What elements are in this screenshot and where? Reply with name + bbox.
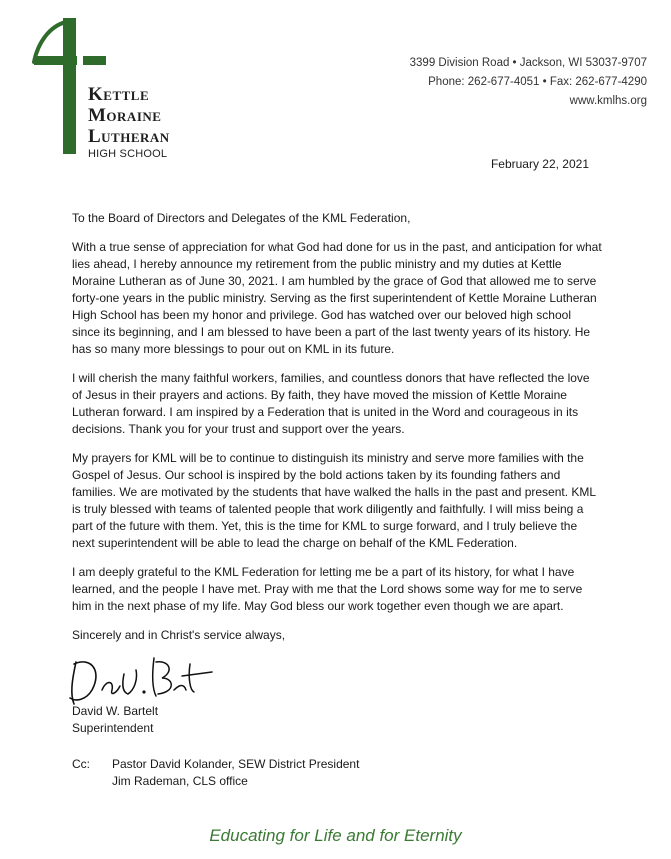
phone-fax: Phone: 262-677-4051 • Fax: 262-677-4290 bbox=[428, 76, 647, 88]
letter-date: February 22, 2021 bbox=[490, 157, 589, 171]
cc-recipients bbox=[112, 756, 359, 790]
paragraph-3: My prayers for KML will be to continue to distinguish its ministry and serve more families with the Gospel of Jesus. Our school is inspired by the bold actions taken by its founding fathers and families. We are motivated by the students that have walked the halls in the past and present. KML is truly blessed with teams of talented people that work diligently and faithfully. I will miss being a part of the future with them. Yet, this is the time for KML to surge forward, and I truly believe the next superintendent will be able to lead the charge on behalf of the KML Federation. bbox=[72, 451, 596, 550]
footer-tagline: Educating for Life and for Eternity bbox=[209, 826, 462, 845]
cc-recipient: Pastor David Kolander, SEW District President bbox=[112, 757, 360, 771]
letter-body bbox=[72, 210, 602, 656]
logo-line-high-school: HIGH SCHOOL bbox=[88, 148, 168, 160]
closing: Sincerely and in Christ's service always, bbox=[72, 628, 286, 642]
paragraph-1: With a true sense of appreciation for what God had done for us in the past, and anticipation for what lies ahead, I hereby announce my retirement from the public ministry and my duties at Kettle Moraine Lutheran as of June 30, 2021. I am humbled by the grace of God that allowed me to serve forty-one years in the public ministry. Serving as the first superintendent of Kettle Moraine Lutheran High School has been my honor and privilege. God has watched over our beloved high school since its beginning, and I am blessed to have been a part of the last twenty years of its history. He has so many more blessings to pour out on KML in its future. bbox=[72, 240, 602, 356]
cc-label: Cc: bbox=[72, 757, 90, 771]
logo-line-lutheran: Lutheran bbox=[88, 126, 170, 147]
salutation: To the Board of Directors and Delegates of the KML Federation, bbox=[72, 211, 411, 225]
paragraph-2: I will cherish the many faithful workers, families, and countless donors that have reflected the love of Jesus in their prayers and actions. By faith, they have moved the mission of Kettle Moraine Lutheran forward. I am inspired by a Federation that is united in the Word and courageous in its decisions. Thank you for your trust and support over the years. bbox=[72, 371, 590, 436]
signer-title: Superintendent bbox=[72, 721, 154, 735]
school-logo bbox=[30, 18, 200, 158]
cc-recipient: Jim Rademan, CLS office bbox=[112, 774, 248, 788]
website-link[interactable]: www.kmlhs.org bbox=[569, 95, 647, 107]
address: 3399 Division Road • Jackson, WI 53037-9707 bbox=[409, 57, 647, 69]
signer-name: David W. Bartelt bbox=[72, 704, 159, 718]
logo-line-kettle: Kettle bbox=[88, 84, 150, 105]
contact-info bbox=[410, 54, 647, 111]
handwritten-signature bbox=[62, 650, 222, 710]
school-name bbox=[88, 84, 170, 161]
signer-block bbox=[72, 703, 158, 737]
logo-line-moraine: Moraine bbox=[88, 105, 162, 126]
paragraph-4: I am deeply grateful to the KML Federation for letting me be a part of its history, for what I have learned, and the people I have met. Pray with me that the Lord shows some way for me to serve him in the next phase of my life. May God bless our work together even though we are apart. bbox=[72, 565, 583, 613]
